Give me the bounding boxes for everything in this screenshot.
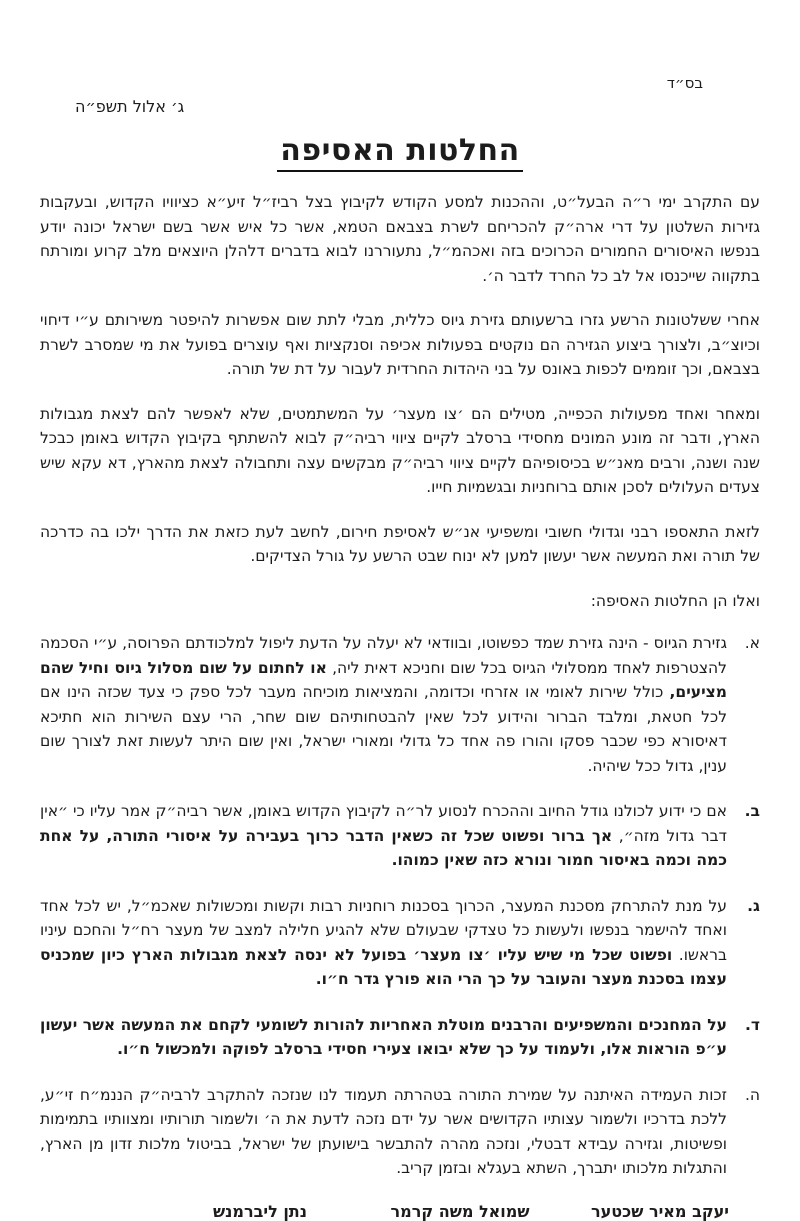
list-item xyxy=(40,1013,760,1062)
body-paragraph xyxy=(40,402,760,500)
text-run: זכות העמידה האיתנה על שמירת התורה בטהרתה תעמוד לנו שנזכה להתקרב לרביה״ק הננמ״ח זי״ע, ללכת בדרכיו ולשמור עצותיו הקדושים אשר על ידם נזכה לדעת את ה׳ ולשמור תורותיו ומצוותיו בתמימות ופשיטות, וגזירה עבידא דבטלי, ונזכה מהרה להתבשר בישועתן של ישראל, בביטול מלכות זדון מן הארץ, והתגלות מלכותו יתברך, השתא בעגלא ובזמן קריב. xyxy=(40,1085,727,1177)
text-run: אחרי ששלטונות הרשע גזרו ברשעותם גזירת גיוס כללית, מבלי לתת שום אפשרות להיפטר משירותם ע״י דיחוי וכיוצ״ב, ולצורך ביצוע הגזירה הם נוקטים בפעולות אכיפה וסנקציות ואף עוצרים בפועל את מי שמסרב לשרת בצבאם, וכך זוממים לכפות באונס על בני היהדות החרדית לעבור על דת של תורה. xyxy=(40,311,760,378)
text-run: לזאת התאספו רבני וגדולי חשובי ומשפיעי אנ״ש לאסיפת חירום, לחשב לעת כזאת את הדרך ילכו בה כדרכה של תורה ואת המעשה אשר יעשון למען לא ינוח שבט הרשע על גורל הצדיקים. xyxy=(40,522,760,565)
title-container xyxy=(40,133,760,172)
item-letter: א. xyxy=(744,634,760,652)
list-item xyxy=(40,631,760,778)
item-letter: ה. xyxy=(744,1085,760,1104)
text-run: כולל שירות לאומי או אזרחי וכדומה, והמציאות מוכיחה מעבר לכל ספק כי צעד שכזה הינו אם לכל חטאת, ומלבד הברור והידוע לכל שאין להבטחותיהם שום שחר, הרי עצם השירות הוא חתיכא דאיסורא כפי שכבר פסקו והורו פה אחד כל גדולי ומאורי ישראל, ואין שום היתר לעשות זאת לצורך שום ענין, גדול ככל שיהיה. xyxy=(40,683,727,775)
item-text xyxy=(40,631,727,778)
text-run: גזירת הגיוס - הינה גזירת שמד כפשוטו, ובוודאי לא יעלה על הדעת ליפול למלכודתם הפרוסה, ע״י הסכמה להצטרפות לאחד ממסלולי הגיוס בכל שום וחניכא דאית ליה, xyxy=(40,634,727,677)
item-text xyxy=(40,1083,727,1181)
item-letter: ב. xyxy=(744,802,760,820)
bold-text-run: אך ברור ופשוט שכל זה כשאין הדבר כרוך בעבירה על איסורי התורה, על אחת כמה וכמה באיסור חמור ונורא כזה שאין כמוהו. xyxy=(40,826,727,869)
text-run: ומאחר ואחד מפעולות הכפייה, מטילים הם ׳צו מעצר׳ על המשתמטים, שלא לאפשר להם לצאת מגבולות הארץ, ודבר זה מונע המונים מחסידי ברסלב לקיים ציווי רביה״ק לבוא להשתתף בקיבוץ הקדוש באומן כבכל שנה ושנה, ורבים מאנ״ש בכיסופיהם לקיים ציווי רביה״ק מבקשים עצה ותחבולה לצאת מהארץ, דא עקא שיש צעדים העלולים לסכן אותם ברוחניות ובגשמיות חייו. xyxy=(40,404,760,496)
list-item xyxy=(40,894,760,992)
body-paragraph xyxy=(40,190,760,288)
decision-list xyxy=(40,631,760,1181)
item-text xyxy=(40,894,727,992)
body-paragraph xyxy=(40,308,760,382)
text-run: עם התקרב ימי ר״ה הבעל״ט, וההכנות למסע הקודש לקיבוץ בצל רביז״ל זיע״א כציוויו הקדוש, ובעקבות גזירות השלטון על דרי ארה״ק להכריחם לשרת בצבאם הטמא, אשר כל איש אשר בשם ישראל יכונה יודע בנפשו האיסורים החמורים הכרוכים בזה ואכהמ״ל, נתעוררנו לבוא בדברים דלהלן היוצאים מלב קרוע ומורתח בתקווה שייכנסו אל לב כל החרד לדבר ה׳. xyxy=(40,193,760,285)
paragraph-list xyxy=(40,190,760,569)
text-run: אם כי ידוע לכולנו גודל החיוב וההכרח לנסוע לר״ה לקיבוץ הקדוש באומן, אשר רביה״ק אמר עליו כי ״אין דבר גדול מזה״, xyxy=(40,802,728,845)
bold-text-run: ופשוט שכל מי שיש עליו ׳צו מעצר׳ בפועל לא ינסה לצאת מגבולות הארץ כיון שמכניס עצמו בסכנת מעצר והעובר על כך הרי הוא פורץ גדר ח״ו. xyxy=(40,945,727,988)
document-date: ג׳ אלול תשפ״ה xyxy=(75,97,185,116)
item-text xyxy=(40,799,727,873)
list-item xyxy=(40,1083,760,1181)
bold-text-run: או לחתום על שום מסלול גיוס וחיל שהם מציעים, xyxy=(40,658,727,701)
signature-name: נתן ליברמנש xyxy=(213,1201,307,1221)
signature-name: יעקב מאיר שכטער xyxy=(591,1201,729,1221)
text-run: על מנת להתרחק מסכנת המעצר, הכרוך בסכנות רוחניות רבות וקשות ומכשולות שאכמ״ל, יש לכל אחד ואחד להישמר בנפשו ולעשות כל טצדקי שבעולם שלא להגיע חלילה למצב של מעצר רח״ל והחכם עיניו בראשו. xyxy=(40,896,727,964)
list-intro: ואלו הן החלטות האסיפה: xyxy=(590,591,760,610)
item-text xyxy=(40,1013,727,1062)
signature-row xyxy=(40,1202,760,1221)
signature-name: שמואל משה קרמר xyxy=(390,1201,530,1221)
bsd-heading: בס״ד xyxy=(666,74,703,92)
bold-text-run: על המחנכים והמשפיעים והרבנים מוטלת האחריות להורות לשומעי לקחם את המעשה אשר יעשון ע״פ הוראות אלו, ולעמוד על כך שלא יבואו צעירי חסידי ברסלב לפוקה ולמכשול ח״ו. xyxy=(40,1015,727,1058)
page-title: החלטות האסיפה xyxy=(277,133,523,172)
item-letter: ד. xyxy=(744,1015,760,1034)
list-item xyxy=(40,799,760,873)
body-paragraph xyxy=(40,520,760,569)
item-letter: ג. xyxy=(747,896,760,915)
